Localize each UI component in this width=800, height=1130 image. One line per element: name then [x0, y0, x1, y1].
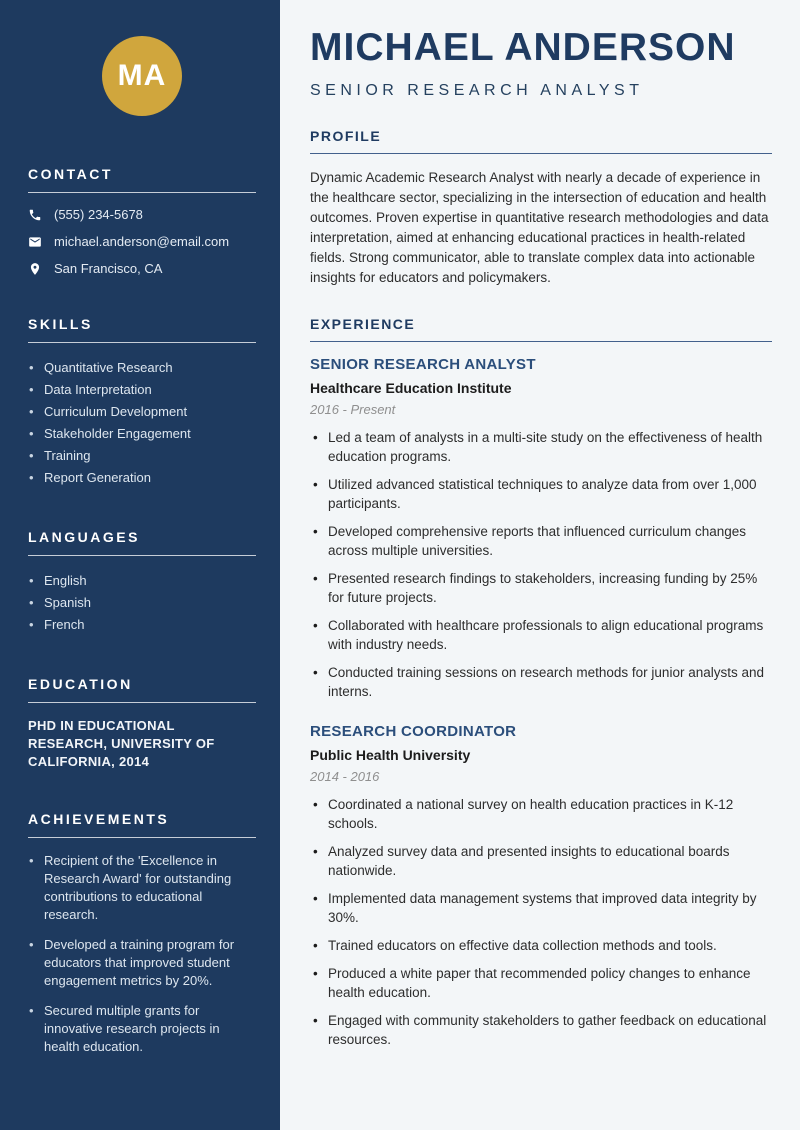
job-bullet: • Trained educators on effective data collection methods and tools.	[310, 936, 772, 955]
profile-section	[310, 128, 772, 288]
profile-text: Dynamic Academic Research Analyst with nearly a decade of experience in the healthcare sector, specializing in the intersection of education and health outcomes. Proven expertise in quantitative research methodologies and data interpretation, aimed at enhancing educational practices in health-related fields. Strong communicator, able to translate complex data into actionable insights for educators and policymakers.	[310, 170, 769, 285]
job-bullet: • Developed comprehensive reports that influenced curriculum changes across multiple universities.	[310, 522, 772, 560]
languages-section	[28, 529, 256, 636]
job-bullet: • Produced a white paper that recommended policy changes to enhance health education.	[310, 964, 772, 1002]
skill-item: • Quantitative Research	[28, 357, 256, 379]
job-bullet: • Engaged with community stakeholders to gather feedback on educational resources.	[310, 1011, 772, 1049]
experience-heading: EXPERIENCE	[310, 316, 772, 342]
job-bullet: • Analyzed survey data and presented insights to educational boards nationwide.	[310, 842, 772, 880]
contact-location-row	[28, 261, 256, 276]
degree-text: PHD IN EDUCATIONAL RESEARCH, UNIVERSITY OF CALIFORNIA, 2014	[28, 718, 215, 769]
job-company: Public Health University	[310, 747, 471, 763]
job-bullets	[310, 795, 772, 1049]
job-bullet: • Utilized advanced statistical techniques to analyze data from over 1,000 participants.	[310, 475, 772, 513]
contact-phone-row	[28, 207, 256, 222]
sidebar	[0, 0, 280, 1130]
job-title: SENIOR RESEARCH ANALYST	[310, 356, 536, 373]
education-heading: EDUCATION	[28, 676, 256, 703]
profile-heading: PROFILE	[310, 128, 772, 154]
main-content	[280, 0, 800, 1130]
achievement-item: • Developed a training program for educators that improved student engagement metrics by 20%.	[28, 936, 256, 990]
job-bullet: • Collaborated with healthcare professionals to align educational programs with industry needs.	[310, 616, 772, 654]
job-title: RESEARCH COORDINATOR	[310, 723, 517, 740]
job-dates: 2014 - 2016	[310, 769, 380, 784]
skill-item: • Stakeholder Engagement	[28, 423, 256, 445]
language-item: • Spanish	[28, 592, 256, 614]
skill-item: • Curriculum Development	[28, 401, 256, 423]
contact-email-row	[28, 234, 256, 249]
job-company: Healthcare Education Institute	[310, 380, 512, 396]
skill-item: • Report Generation	[28, 467, 256, 489]
job-bullet: • Implemented data management systems that improved data integrity by 30%.	[310, 889, 772, 927]
experience-section	[310, 316, 772, 1049]
language-item: • English	[28, 570, 256, 592]
job-dates: 2016 - Present	[310, 402, 396, 417]
skills-heading: SKILLS	[28, 316, 256, 343]
education-section	[28, 676, 256, 771]
person-title: SENIOR RESEARCH ANALYST	[310, 82, 644, 99]
email-icon	[28, 235, 42, 249]
job-entry	[310, 356, 772, 701]
avatar	[102, 36, 182, 116]
achievements-heading: ACHIEVEMENTS	[28, 811, 256, 838]
achievements-section	[28, 811, 256, 1056]
achievement-item: • Secured multiple grants for innovative research projects in health education.	[28, 1002, 256, 1056]
skill-item: • Data Interpretation	[28, 379, 256, 401]
person-name: MICHAEL ANDERSON	[310, 26, 736, 69]
job-bullets	[310, 428, 772, 701]
job-bullet: • Coordinated a national survey on health education practices in K-12 schools.	[310, 795, 772, 833]
job-bullet: • Presented research findings to stakeholders, increasing funding by 25% for future projects.	[310, 569, 772, 607]
email-text: michael.anderson@email.com	[54, 234, 230, 249]
contact-section	[28, 166, 256, 276]
achievements-list	[28, 852, 256, 1056]
language-item: • French	[28, 614, 256, 636]
location-icon	[28, 262, 42, 276]
phone-icon	[28, 208, 42, 222]
skill-item: • Training	[28, 445, 256, 467]
skills-list	[28, 357, 256, 489]
job-bullet: • Led a team of analysts in a multi-site study on the effectiveness of health education programs.	[310, 428, 772, 466]
avatar-initials: MA	[117, 59, 167, 92]
skills-section	[28, 316, 256, 489]
job-entry	[310, 723, 772, 1049]
contact-heading: CONTACT	[28, 166, 256, 193]
languages-heading: LANGUAGES	[28, 529, 256, 556]
phone-text: (555) 234-5678	[54, 207, 143, 222]
languages-list	[28, 570, 256, 636]
achievement-item: • Recipient of the 'Excellence in Research Award' for outstanding contributions to educational research.	[28, 852, 256, 924]
job-bullet: • Conducted training sessions on research methods for junior analysts and interns.	[310, 663, 772, 701]
location-text: San Francisco, CA	[54, 261, 163, 276]
